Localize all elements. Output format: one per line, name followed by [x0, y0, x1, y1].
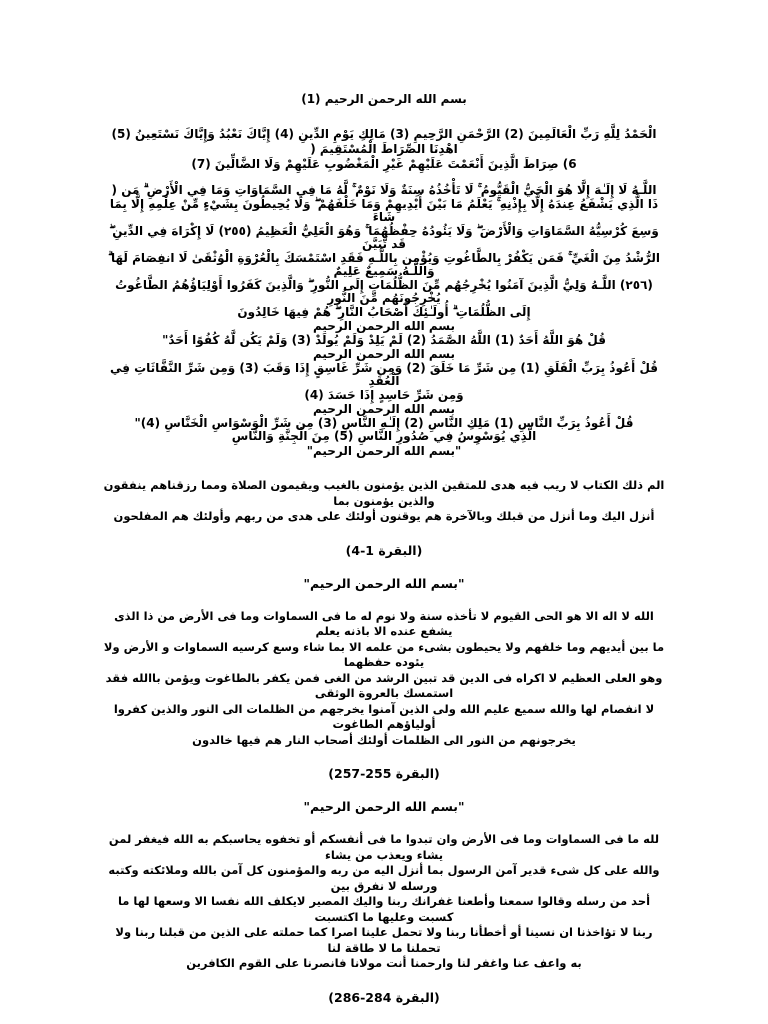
basmala: بسم الله الرحمن الرحيم: [312, 347, 456, 361]
fatiha-line: 6) صِرَاطَ الَّذِينَ أَنْعَمْتَ عَلَيْهِمْ غَيْرِ الْمَغْضُوبِ عَلَيْهِمْ وَلَا الضَّالِّينَ (7): [191, 157, 577, 171]
verse-reference: (البقرة 284-286): [328, 989, 440, 1005]
basmala: "بسم الله الرحمن الرحيم": [303, 799, 465, 814]
ayat-line: وَسِعَ كُرْسِيُّهُ السَّمَاوَاتِ وَالْأَرْضَ ۖ وَلَا يَئُودُهُ حِفْظُهُمَا ۚ وَهُوَ الْعَلِيُّ الْعَظِيمُ (٢٥٥) لَا إِكْرَاهَ فِي الدِّينِ ۖ قَد تَّبَيَّنَ: [109, 223, 659, 251]
baqarah-1-4-text: [100, 478, 668, 525]
baqarah-284-286-text: [100, 832, 668, 972]
basmala: بسم الله الرحمن الرحيم: [312, 402, 456, 416]
ayat-line: الرُّشْدُ مِنَ الْغَيِّ ۚ فَمَن يَكْفُرْ بِالطَّاغُوتِ وَيُؤْمِن بِاللَّـهِ فَقَدِ اسْتَمْسَكَ بِالْعُرْوَةِ الْوُثْقَىٰ لَا انفِصَامَ لَهَا ۗ وَاللَّـهُ سَمِيعٌ عَلِيمٌ: [108, 250, 660, 278]
paragraph-line: ما بين أيديهم وما خلفهم ولا يحيطون بشىء من علمه الا بما شاء وسع كرسيه السماوات و الأرض ولا يئوده حفظهما: [103, 639, 665, 669]
paragraph-line: وهو العلى العظيم لا اكراه فى الدين قد تبين الرشد من الغى فمن يكفر بالطاغوت ويؤمن باالله فقد استمسك بالعروة الوثقى: [105, 670, 663, 700]
basmala-heading: بسم الله الرحمن الرحيم (1): [301, 92, 467, 106]
ayat-line: ذَا الَّذِي يَشْفَعُ عِندَهُ إِلَّا بِإِذْنِهِ ۚ يَعْلَمُ مَا بَيْنَ أَيْدِيهِمْ وَمَا خَلْفَهُمْ ۖ وَلَا يُحِيطُونَ بِشَيْءٍ مِّنْ عِلْمِهِ إِلَّا بِمَا شَاءَ: [109, 196, 659, 224]
paragraph-line: لله ما فى السماوات وما فى الأرض وان تبدوا ما فى أنفسكم أو تخفوه يحاسبكم به الله فيغفر لمن يشاء ويعذب من يشاء: [108, 832, 660, 862]
baqarah-255-257-text: [100, 609, 668, 749]
paragraph-line: به واعف عنا واغفر لنا وارحمنا أنت مولانا فانصرنا على القوم الكافرين: [186, 956, 582, 970]
paragraph-line: يخرجونهم من النور الى الظلمات أولئك أصحاب النار هم فيها خالدون: [192, 732, 576, 747]
paragraph-line: لا انفصام لها والله سميع عليم الله ولى الذين آمنوا يخرجهم من الظلمات الى النور والذين كفروا أولياؤهم الطاغوت: [113, 701, 655, 731]
ayat-line: إِلَى الظُّلُمَاتِ ۗ أُولَـٰئِكَ أَصْحَابُ النَّارِ ۖ هُمْ فِيهَا خَالِدُونَ: [237, 304, 531, 319]
verse-reference: (البقرة 1-4): [345, 542, 423, 558]
ayat-line: اللَّـهُ لَا إِلَـٰهَ إِلَّا هُوَ الْحَيُّ الْقَيُّومُ ۚ لَا تَأْخُذُهُ سِنَةٌ وَلَا نَوْمٌ ۚ لَّهُ مَا فِي السَّمَاوَاتِ وَمَا فِي الْأَرْضِ ۗ مَن (: [111, 183, 657, 197]
paragraph-line: أنزل اليك وما أنزل من قبلك وبالآخرة هم يوقنون أولئك على هدى من ربهم وأولئك هم المفلحون: [113, 509, 655, 523]
surah-nas: [100, 417, 668, 459]
surah-falaq: [100, 362, 668, 403]
ayat-line: (٢٥٦) اللَّـهُ وَلِيُّ الَّذِينَ آمَنُوا يُخْرِجُهُم مِّنَ الظُّلُمَاتِ إِلَى النُّورِ ۖ وَالَّذِينَ كَفَرُوا أَوْلِيَاؤُهُمُ الطَّاغُوتُ يُخْرِجُونَهُم مِّنَ النُّورِ: [115, 277, 653, 305]
surah-ikhlas: قُلْ هُوَ اللَّهُ أَحَدٌ (1) اللَّهُ الصَّمَدُ (2) لَمْ يَلِدْ وَلَمْ يُولَدْ (3) وَلَمْ يَكُن لَّهُ كُفُوًا أَحَدٌ": [162, 332, 606, 347]
surah-fatiha: [100, 127, 668, 172]
paragraph-line: الم ذلك الكتاب لا ريب فيه هدى للمتقين الذين يؤمنون بالغيب ويقيمون الصلاة ومما رزقناهم ينفقون والذين يؤمنون بما: [103, 478, 665, 508]
fatiha-line: الْحَمْدُ لِلَّهِ رَبِّ الْعَالَمِينَ (2) الرَّحْمَنِ الرَّحِيمِ (3) مَالِكِ يَوْمِ الدِّينِ (4) إِيَّاكَ نَعْبُدُ وَإِيَّاكَ نَسْتَعِينُ (5) اهْدِنَا الصِّرَاطَ الْمُسْتَقِيمَ (: [111, 127, 657, 156]
nas-line: قُلْ أَعُوذُ بِرَبِّ النَّاسِ (1) مَلِكِ النَّاسِ (2) إِلَـٰهِ النَّاسِ (3) مِن شَرِّ الْوَسْوَاسِ الْخَنَّاسِ (4)": [134, 415, 634, 430]
paragraph-line: ربنا لا تؤاخذنا ان نسينا أو أخطأنا ربنا ولا تحمل علينا اصرا كما حملته على الذين من قبلنا ربنا ولا تحملنا ما لا طاقة لنا: [115, 925, 653, 955]
verse-reference: (البقرة 255-257): [328, 766, 440, 781]
paragraph-line: والله على كل شىء قدير آمن الرسول بما أنزل اليه من ربه والمؤمنون كل آمن بالله وملائكته وكتبه ورسله لا نفرق بين: [108, 863, 660, 893]
falaq-line: وَمِن شَرِّ حَاسِدٍ إِذَا حَسَدَ (4): [304, 387, 464, 402]
basmala: بسم الله الرحمن الرحيم: [312, 319, 456, 333]
basmala: "بسم الله الرحمن الرحيم": [303, 575, 465, 591]
falaq-line: قُلْ أَعُوذُ بِرَبِّ الْفَلَقِ (1) مِن شَرِّ مَا خَلَقَ (2) وَمِن شَرِّ غَاسِقٍ إِذَا وَقَبَ (3) وَمِن شَرِّ النَّفَّاثَاتِ فِي الْعُقَدِ: [109, 360, 659, 388]
nas-line: الَّذِي يُوَسْوِسُ فِي صُدُورِ النَّاسِ (5) مِنَ الْجِنَّةِ وَالنَّاسِ: [231, 429, 537, 443]
paragraph-line: أحد من رسله وقالوا سمعنا وأطعنا غفرانك ربنا واليك المصير لايكلف الله نفسا الا وسعها لها ما كسبت وعليها ما اكتسبت: [117, 894, 651, 924]
ayat-al-kursi: [100, 184, 668, 319]
paragraph-line: الله لا اله الا هو الحى القيوم لا تأخذه سنة ولا نوم له ما فى السماوات وما فى الأرض من ذا الذى يشفع عنده الا باذنه يعلم: [114, 608, 654, 638]
basmala: "بسم الله الرحمن الرحيم": [306, 443, 462, 458]
